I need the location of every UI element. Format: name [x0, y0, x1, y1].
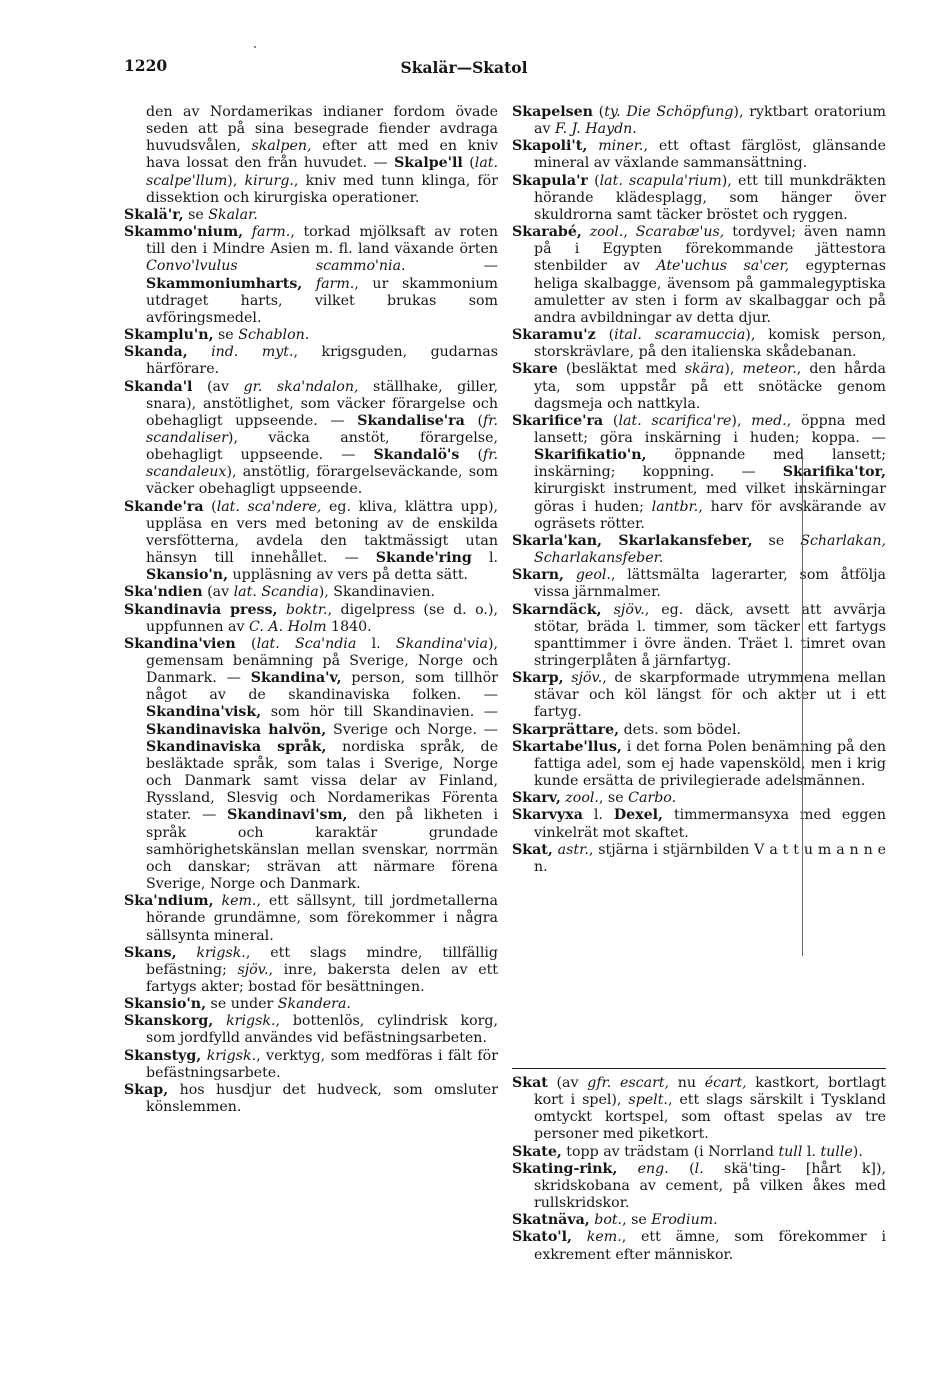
dictionary-entry [124, 379, 498, 499]
entry-italic-text: zool. [589, 224, 624, 241]
entry-headword: Skandinavia press, [124, 601, 278, 618]
entry-italic-text: lat. sca'ndere, [216, 498, 322, 515]
entry-text: Sverige och Norge. — [326, 721, 498, 738]
dictionary-entry [512, 790, 886, 807]
column-divider-rule [512, 1068, 886, 1069]
entry-text: ( [235, 635, 257, 652]
entry-italic-text: med. [751, 412, 787, 429]
entry-text: topp av trädstam (i Norrland [561, 1143, 779, 1160]
entry-italic-text: ind. myt. [211, 344, 294, 361]
entry-italic-text: ty. Die Schöpfung [604, 104, 734, 120]
entry-italic-text: lat. scalpe'llum [146, 155, 498, 189]
entry-text: l. [471, 550, 498, 567]
entry-italic-text: Scarabæ'us, [635, 224, 725, 241]
dictionary-entry [512, 533, 886, 567]
entry-text: skä'ting- [hårt k]), skridskobana av cement, på vilken åkes med rullskridskor. [534, 1160, 887, 1212]
entry-text: ( [592, 104, 605, 120]
entry-text: efter att med en kniv hava lossat den från huvudet. — [146, 138, 498, 172]
entry-headword: Skalpe'll [394, 155, 463, 172]
dictionary-entry [512, 1212, 886, 1229]
entry-italic-text: gr. ska'ndalon, [243, 378, 359, 395]
dictionary-entry [124, 499, 498, 585]
right-column-lower [512, 1075, 886, 1264]
entry-text: tordyvel; även namn på i Egypten förekommande jättestora stenbilder av [534, 224, 886, 275]
entry-italic-text: Skandera. [277, 996, 351, 1013]
dictionary-entry [512, 173, 886, 224]
entry-headword: Skating-rink, [512, 1160, 618, 1177]
dictionary-entry [124, 207, 498, 224]
entry-italic-text: skära [684, 361, 725, 378]
entry-italic-text: kem. [586, 1229, 622, 1246]
entry-headword: Skarifice'ra [512, 412, 604, 429]
paper-fold-line [802, 456, 803, 956]
entry-italic-text: krigsk. [206, 1047, 257, 1064]
entry-italic-text: ital. scaramuccia [614, 327, 746, 344]
entry-italic-text: écart, [704, 1075, 747, 1091]
entry-text: , inre, bakersta delen av ett fartygs akter; bostad för besättningen. [146, 961, 498, 995]
dictionary-entry [512, 739, 886, 790]
entry-italic-text: eng. [637, 1160, 669, 1177]
dictionary-entry [124, 893, 498, 944]
entry-italic-text: lat. scapula'rium [599, 172, 722, 189]
dictionary-entry [124, 327, 498, 344]
entry-italic-text: skalpen, [251, 138, 312, 155]
entry-text: ). [852, 1143, 863, 1160]
dictionary-entry [512, 1229, 886, 1263]
dictionary-entry [124, 1048, 498, 1082]
entry-headword: Skaramu'z [512, 327, 596, 344]
entry-text: , krigsguden, gudarnas härförare. [146, 344, 498, 378]
entry-text: kastkort, bortlagt kort i spel), [534, 1075, 886, 1109]
entry-text: uppläsning av vers på detta sätt. [228, 567, 469, 584]
entry-text: ), väcka anstöt, förargelse, obehagligt uppseende. — [146, 429, 498, 464]
entry-text: se [752, 532, 801, 549]
entry-italic-text: Scharlakan, Scharlakansfeber. [534, 532, 886, 567]
entry-italic-text: gfr. escart, [587, 1075, 670, 1091]
dictionary-entry [124, 344, 498, 378]
entry-headword: Ska'ndien [124, 584, 203, 601]
entry-italic-text: fr. scandaliser [146, 412, 498, 446]
dictionary-entry [512, 361, 886, 412]
entry-italic-text: kem. [221, 893, 257, 910]
page-number: 1220 [124, 56, 168, 75]
entry-headword: Skapoli't, [512, 138, 588, 155]
entry-headword: Skarndäck, [512, 601, 602, 618]
entry-italic-text: spelt. [628, 1092, 668, 1109]
entry-text: l. [582, 807, 614, 824]
entry-headword: Skandina'visk, [146, 704, 262, 721]
entry-text: , harv för avskärande av ogräsets rötter. [534, 498, 886, 532]
entry-italic-text: Convo'lvulus scammo'nia. [146, 258, 406, 275]
entry-text [602, 602, 614, 618]
entry-text [277, 602, 285, 618]
entry-text: , ett oftast färglöst, glänsande mineral av växlande sammansättning. [534, 138, 886, 172]
entry-text: eg. kliva, klättra upp), uppläsa en vers med betoning av de enskilda versfötterna, avdela den taktmässigt utan hänsyn till innehållet. — [146, 498, 499, 567]
entry-text: den på likheten i språk och karaktär grundade samhörighetskänslan mellan svenskar, norrmän och danskar; strävan att närmare förena Sverige, Norge och Danmark. [146, 807, 498, 893]
entry-text: 1840. [326, 618, 372, 635]
entry-italic-text: lantbr. [651, 498, 699, 515]
entry-text: — [405, 258, 498, 275]
entry-text: , ett slags särskilt i Tyskland omtyckt kortspel, som oftast spelas av tre personer med piketkort. [534, 1092, 887, 1143]
dictionary-entry [512, 602, 886, 671]
entry-text: ), [724, 361, 743, 378]
entry-text: , bottenlös, cylindrisk korg, som jordfylld användes vid befästningsarbeten. [146, 1013, 498, 1047]
entry-text: (av [202, 584, 234, 601]
entry-italic-text: fr. scandaleux [146, 447, 498, 481]
entry-headword: Skarifika'tor, [782, 464, 886, 481]
entry-italic-text: lat. Sca'ndia [256, 635, 357, 652]
entry-headword: Skandinaviska språk, [146, 738, 327, 755]
entry-text [617, 1161, 637, 1177]
entry-headword: Skarp, [512, 670, 564, 687]
entry-headword: Skansio'n, [146, 567, 229, 584]
entry-headword: Skatnäva, [512, 1212, 590, 1229]
dictionary-entry [124, 602, 498, 636]
entry-text: öppnande med lansett; inskärning; koppning. — [534, 447, 886, 481]
dictionary-entry [512, 670, 886, 721]
entry-italic-text: tull [778, 1143, 803, 1160]
dictionary-entry [124, 1013, 498, 1047]
entry-italic-text: Skandina'via [395, 635, 488, 652]
entry-headword: Skansio'n, [124, 996, 207, 1013]
entry-text: l. [802, 1143, 821, 1160]
entry-italic-text: Ate'uchus sa'cer, [656, 258, 790, 275]
entry-headword: Skalä'r, [124, 206, 184, 223]
entry-italic-text: sjöv. [237, 961, 269, 978]
entry-text: , ett slags mindre, tillfällig befästning; [146, 944, 498, 978]
entry-italic-text: astr. [557, 841, 589, 858]
entry-italic-text: farm. [251, 224, 291, 241]
dictionary-entry [512, 722, 886, 739]
entry-italic-text: farm. [315, 275, 355, 292]
entry-italic-text: lat. Scandia [233, 584, 319, 601]
entry-text: nordiska språk, de besläktade språk, som talas i Sverige, Norge och Danmark samt vissa delar av Finland, Ryssland, Slesvig och Nordamerikas Förenta stater. — [146, 738, 498, 824]
entry-headword: Skartabe'llus, [512, 738, 622, 755]
entry-text: ), [227, 172, 245, 189]
dictionary-entry [512, 842, 886, 876]
dictionary-entry [124, 104, 498, 207]
entry-text: ( [603, 412, 619, 429]
entry-text: i det forna Polen benämning på den fattiga adel, som ej hade vapensköld, men i krig kunde ersätta de privilegierade adelsmännen. [534, 738, 886, 790]
entry-text: ( [464, 412, 484, 429]
entry-headword: Skandalö's [373, 447, 460, 464]
entry-text [177, 945, 197, 961]
entry-text: ( [462, 155, 475, 172]
running-head: Skalär—Skatol [400, 58, 528, 77]
entry-text: ( [587, 172, 600, 189]
entry-headword: Skarabé, [512, 224, 582, 241]
entry-italic-text: geol. [575, 567, 611, 584]
entry-text: se [183, 206, 209, 223]
entry-text: ), ett till munkdräkten hörande klädesplagg, som hänger över skuldrorna samt täcker bröstet och ryggen. [534, 172, 886, 223]
entry-text: kirurgiskt instrument, med vilket inskärningar göras i huden; [534, 481, 886, 515]
entry-italic-text: Schablon. [238, 327, 310, 344]
entry-headword: Skandinavi'sm, [227, 807, 348, 824]
entry-italic-text: krigsk. [226, 1013, 276, 1030]
entry-headword: Skanskorg, [124, 1013, 214, 1030]
entry-headword: Skande'ra [124, 498, 204, 515]
dictionary-entry [512, 327, 886, 361]
entry-headword: Skarn, [512, 567, 564, 584]
entry-text: , den hårda yta, som uppstår på ett snötäcke genom dagsmeja och nattkyla. [534, 361, 886, 412]
dictionary-entry [512, 1075, 886, 1144]
entry-italic-text: sjöv. [571, 670, 603, 687]
entry-italic-text: Skalar. [208, 206, 258, 223]
print-speck [254, 46, 256, 48]
entry-italic-text: bot. [594, 1212, 623, 1229]
entry-italic-text: lat. scarifica're [618, 412, 732, 429]
dictionary-entry [124, 996, 498, 1013]
entry-text: ställhake, giller, snara), anstötlighet, som väcker förargelse och obehagligt uppseende. — [146, 378, 498, 429]
entry-italic-text: kirurg. [244, 172, 294, 189]
entry-text: (av [192, 378, 244, 395]
entry-text: , torkad mjölksaft av roten till den i Mindre Asien m. fl. land växande örten [146, 224, 499, 258]
entry-italic-text: Carbo. [628, 790, 677, 807]
entry-headword: Skare [512, 361, 558, 378]
entry-italic-text: zool. [565, 790, 599, 807]
entry-italic-text: tulle [820, 1143, 853, 1160]
entry-text [302, 276, 316, 292]
entry-text: egypternas heliga skalbagge, ävensom på gammalegyptiska amuletter av sten i form av skalbaggar och på andra avbildningar av detta djur. [534, 258, 886, 326]
entry-text: , lättsmälta lagerarter, som åtfölja vissa järnmalmer. [534, 567, 886, 601]
right-column-entries-bottom [512, 1075, 886, 1264]
entry-text: ), [731, 412, 752, 429]
entry-text: , se [598, 790, 629, 807]
entry-headword: Skande'ring [375, 550, 472, 567]
entry-text [582, 224, 590, 240]
entry-text [587, 138, 598, 154]
entry-text: ), komisk person, storskrävlare, på den italienska skådebanan. [534, 327, 886, 361]
entry-text: , öppna med lansett; göra inskärning i huden; koppa. — [534, 412, 887, 446]
entry-italic-text: sjöv. [613, 601, 645, 618]
entry-text [564, 567, 576, 583]
left-column [124, 104, 498, 1116]
entry-text: ( [595, 327, 615, 344]
entry-text: , de skarpformade utrymmena mellan stävar och köl längst för och akter ut i ett fartyg. [534, 670, 886, 721]
entry-text: ( [203, 498, 217, 515]
entry-text: , eg. däck, avsett att avvärja stötar, bräda l. timmer, som täcker ett fartygs spanttimmer i övre änden. Träet l. timret ovan stringerplåten å järnfartyg. [534, 601, 886, 669]
dictionary-entry [124, 584, 498, 601]
entry-text: ), ryktbart oratorium av [534, 104, 887, 138]
entry-headword: Skandina'vien [124, 635, 236, 652]
entry-text: ), gemensam benämning på Sverige, Norge och Danmark. — [146, 635, 498, 687]
entry-text: ), anstötlig, förargelseväckande, som väcker obehagligt uppseende. [146, 464, 498, 498]
entry-headword: Skans, [124, 944, 177, 961]
entry-text: timmermansyxa med eggen vinkelrät mot skaftet. [534, 807, 886, 841]
entry-text: , digelpress (se d. o.), uppfunnen av [146, 601, 498, 635]
entry-text: , verktyg, som medföras i fält för befästningsarbete. [146, 1047, 499, 1081]
entry-text: se [213, 327, 239, 344]
entry-italic-text: C. A. Holm [249, 618, 327, 635]
entry-text: se under [206, 996, 278, 1013]
dictionary-entry [512, 138, 886, 172]
entry-headword: Skato'l, [512, 1229, 572, 1246]
entry-text: , se [622, 1212, 652, 1229]
entry-text: , ett sällsynt, till jordmetallerna hörande grundämne, som förekommer i några sällsynta mineral. [146, 893, 498, 944]
entry-text [213, 1013, 226, 1029]
entry-headword: Skanda, [124, 344, 188, 361]
entry-headword: Skandinaviska halvön, [146, 721, 327, 738]
right-column-entries-top [512, 104, 886, 876]
dictionary-entry [124, 636, 498, 893]
entry-headword: Skarv, [512, 790, 561, 807]
entry-italic-text: Erodium. [651, 1212, 718, 1229]
entry-headword: Skapelsen [512, 104, 593, 120]
dictionary-entry [512, 1144, 886, 1161]
entry-headword: Skapula'r [512, 172, 588, 189]
entry-italic-text: l. [694, 1160, 704, 1177]
entry-headword: Skarla'kan, Skarlakansfeber, [512, 532, 753, 549]
dictionary-entry [124, 224, 498, 327]
entry-text: hos husdjur det hudveck, som omsluter könslemmen. [146, 1081, 498, 1116]
entry-headword: Skarprättare, [512, 721, 620, 738]
entry-text: , [623, 224, 636, 241]
entry-text: som hör till Skandinavien. — [261, 704, 498, 721]
dictionary-entry [512, 224, 886, 327]
entry-headword: Skarvyxa [512, 807, 583, 824]
entry-text [572, 1229, 587, 1245]
entry-text: dets. som bödel. [619, 721, 742, 738]
entry-text: ( [459, 447, 484, 464]
dictionary-entry [512, 567, 886, 601]
entry-italic-text: miner. [598, 138, 644, 155]
entry-headword: Skat [512, 1075, 548, 1091]
entry-headword: Skammoniumharts, [146, 275, 303, 292]
entry-text: nu [669, 1075, 705, 1091]
entry-text: person, som tillhör något av de skandinaviska folken. — [146, 670, 498, 704]
entry-italic-text: boktr. [285, 601, 328, 618]
entry-headword: Skamplu'n, [124, 327, 214, 344]
entry-headword: Skammo'nium, [124, 224, 244, 241]
entry-headword: Skandina'v, [250, 670, 342, 687]
entry-headword: Skarifikatio'n, [534, 447, 647, 464]
entry-text [188, 344, 211, 360]
dictionary-entry [512, 104, 886, 138]
entry-italic-text: krigsk. [196, 944, 246, 961]
entry-text: , stjärna i stjärnbilden V a t t u m a n n e n. [534, 841, 886, 875]
right-column [512, 104, 886, 876]
entry-text: ( [668, 1160, 695, 1177]
entry-italic-text: F. J. Haydn. [554, 121, 637, 138]
dictionary-entry [124, 1082, 498, 1116]
dictionary-entry [512, 1161, 886, 1212]
entry-text: l. [356, 635, 396, 652]
entry-headword: Skanda'l [124, 378, 193, 395]
entry-text: den av Nordamerikas indianer fordom övade seden att på sina besegrade fiender avdraga huvudsvålen, [146, 104, 498, 155]
entry-headword: Ska'ndium, [124, 893, 214, 910]
entry-text: , kniv med tunn klinga, för dissektion och kirurgiska operationer. [146, 172, 498, 206]
entry-headword: Skap, [124, 1081, 169, 1098]
entry-text: , ur skammonium utdraget harts, vilket brukas som avföringsmedel. [146, 275, 499, 326]
entry-headword: Dexel, [613, 807, 663, 824]
entry-headword: Skanstyg, [124, 1047, 202, 1064]
dictionary-entry [124, 945, 498, 996]
entry-headword: Skat, [512, 841, 553, 858]
entry-text: , ett ämne, som förekommer i exkrement efter människor. [534, 1229, 886, 1263]
dictionary-entry [512, 413, 886, 533]
entry-text: (besläktat med [557, 361, 685, 378]
entry-text [243, 224, 252, 240]
dictionary-entry [512, 807, 886, 841]
entry-text: (av [547, 1075, 588, 1091]
entry-italic-text: meteor. [742, 361, 797, 378]
entry-text: ), Skandinavien. [318, 584, 435, 601]
entry-headword: Skate, [512, 1143, 562, 1160]
entry-headword: Skandalise'ra [357, 412, 465, 429]
